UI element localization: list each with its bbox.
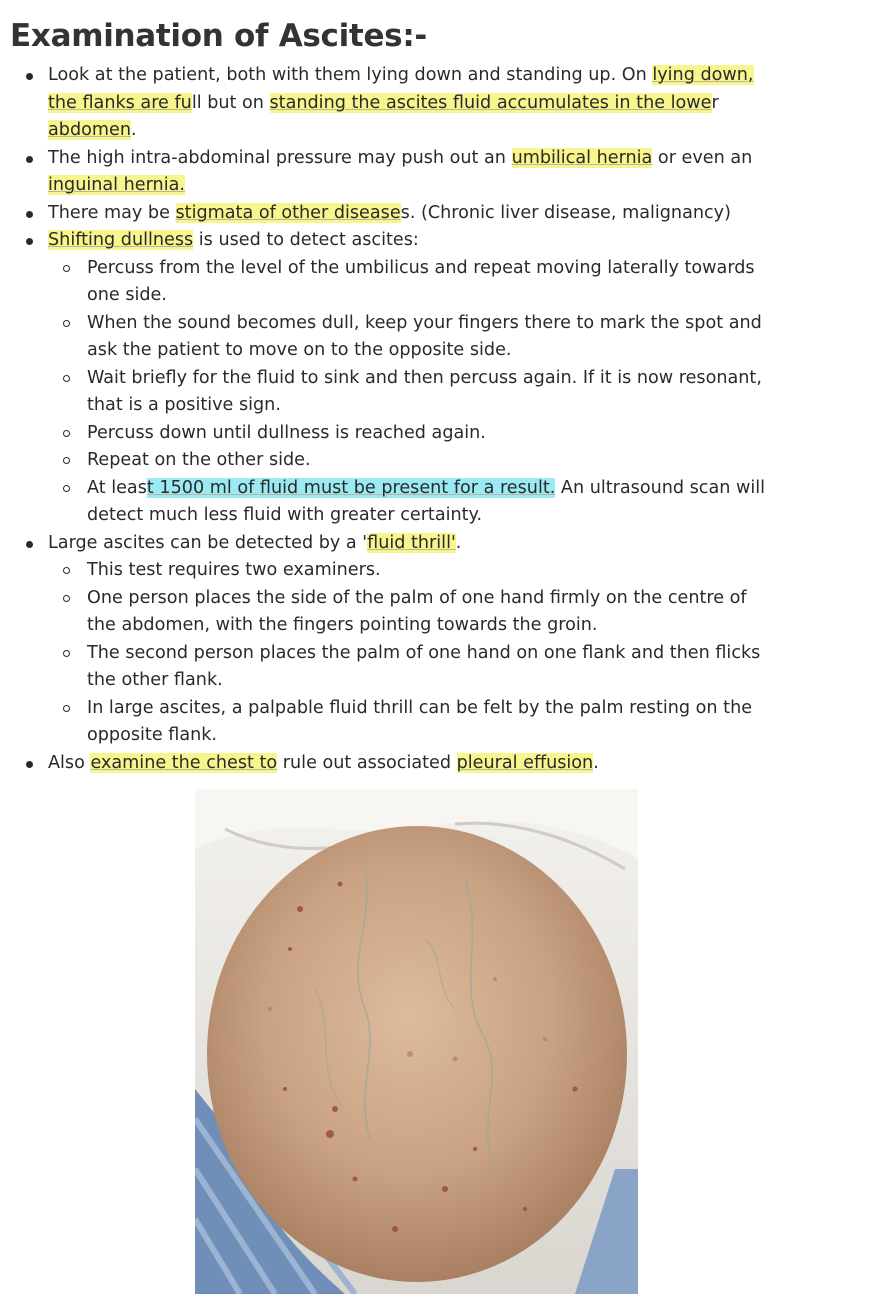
text: The high intra-abdominal pressure may push out an [48, 147, 512, 168]
text: The second person places the palm of one hand on one flank and then flicks [87, 642, 761, 663]
text: Also [48, 752, 91, 773]
text: Percuss down until dullness is reached again. [87, 422, 486, 443]
highlight: lying down, [652, 65, 754, 85]
text: . [593, 752, 599, 773]
abdomen-illustration [195, 789, 638, 1294]
text: One person places the side of the palm of one hand firmly on the centre of [87, 587, 747, 608]
main-list-continued [0, 530, 870, 558]
highlight: Shifting dullness [48, 230, 194, 250]
highlight: the flanks are fu [48, 92, 192, 113]
text: the abdomen, with the fingers pointing towards the groin. [87, 615, 598, 635]
sub-item [0, 695, 870, 750]
highlight: inguinal hernia. [48, 175, 185, 195]
fluid-thrill-sublist [0, 557, 870, 750]
sub-item [0, 585, 870, 640]
sub-item [0, 475, 870, 530]
text: that is a positive sign. [87, 395, 281, 415]
list-item-stigmata [0, 200, 870, 228]
highlight: fluid thrill' [367, 532, 456, 553]
text: When the sound becomes dull, keep your fingers there to mark the spot and [87, 312, 762, 333]
text: s. (Chronic liver disease, malignancy) [400, 202, 731, 223]
text: At leas [87, 477, 147, 498]
document-body [0, 62, 870, 777]
list-item-shifting-dullness [0, 227, 870, 255]
text: Look at the patient, both with them lying down and standing up. On [48, 65, 653, 85]
highlight: standing the ascites fluid accumulates in the lowe [269, 92, 712, 113]
text: Wait briefly for the fluid to sink and then percuss again. If it is now resonant, [87, 367, 762, 388]
list-item-chest [0, 750, 870, 778]
highlight: umbilical hernia [511, 147, 653, 168]
text: Large ascites can be detected by a ' [48, 532, 368, 553]
text: the other flank. [87, 670, 223, 690]
text: detect much less fluid with greater certainty. [87, 505, 483, 525]
list-item-fluid-thrill [0, 530, 870, 558]
text: opposite flank. [87, 725, 218, 745]
text: An ultrasound scan will [555, 477, 766, 498]
list-item-pressure [0, 145, 870, 200]
text: ask the patient to move on to the opposite side. [87, 340, 512, 360]
text: r [711, 92, 719, 113]
text: is used to detect ascites: [193, 230, 419, 250]
text: . [131, 120, 137, 140]
highlight: stigmata of other disease [175, 202, 401, 223]
sub-item [0, 310, 870, 365]
text: . [455, 532, 462, 553]
highlight-blue: t 1500 ml of fluid must be present for a result. [146, 477, 556, 498]
sub-item [0, 447, 870, 475]
sub-item [0, 640, 870, 695]
text: rule out associated [277, 752, 457, 773]
highlight: pleural effusion [456, 752, 594, 773]
sub-item [0, 420, 870, 448]
shifting-dullness-sublist [0, 255, 870, 530]
highlight: abdomen [48, 120, 131, 140]
list-item-look [0, 62, 870, 145]
text: This test requires two examiners. [87, 560, 381, 580]
sub-item [0, 255, 870, 310]
text: In large ascites, a palpable fluid thrill can be felt by the palm resting on the [87, 697, 753, 718]
sub-item [0, 557, 870, 585]
text: one side. [87, 285, 167, 305]
text: ll but on [191, 92, 270, 113]
page-title: Examination of Ascites:- [10, 18, 427, 54]
text: There may be [48, 202, 176, 223]
text: or even an [652, 147, 753, 168]
main-list-end [0, 750, 870, 778]
main-list [0, 62, 870, 255]
text: Percuss from the level of the umbilicus and repeat moving laterally towards [87, 257, 755, 278]
highlight: examine the chest to [90, 752, 278, 773]
text: Repeat on the other side. [87, 450, 311, 470]
distended-abdomen-photo [195, 789, 638, 1294]
sub-item [0, 365, 870, 420]
